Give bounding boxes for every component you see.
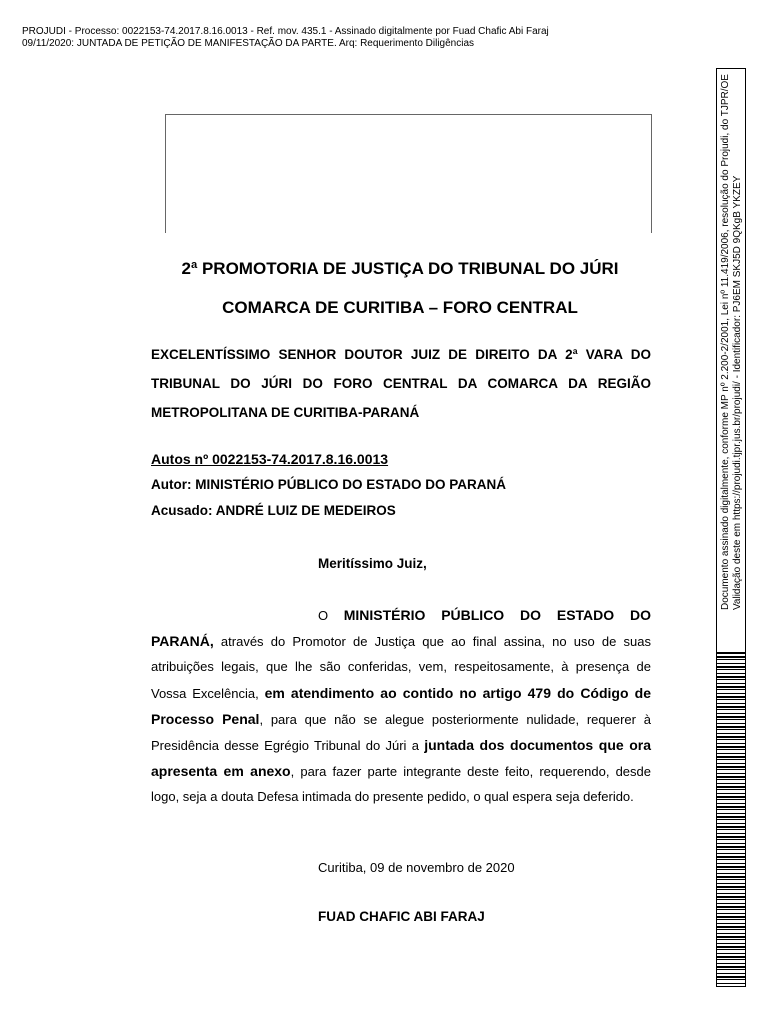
side-line-2: Validação deste em https://projudi.tjpr.jus.br/projudi/ - Identificador: PJ6EM SKJ5D 9QKgB YKZEY: [732, 175, 743, 610]
case-defendant: Acusado: ANDRÉ LUIZ DE MEDEIROS: [151, 503, 396, 518]
comarca-title: COMARCA DE CURITIBA – FORO CENTRAL: [222, 298, 578, 317]
side-line-1: Documento assinado digitalmente, conforme MP nº 2.200-2/2001, Lei nº 11.419/2006, resolução do Projudi, do TJPR/OE: [720, 74, 731, 610]
body-line-8: logo, seja a douta Defesa intimada do presente pedido, o qual espera seja deferido.: [151, 789, 634, 804]
body-line-5: Processo Penal, para que não se alegue posteriormente nulidade, requerer à: [151, 711, 651, 727]
header-line-1: PROJUDI - Processo: 0022153-74.2017.8.16.0013 - Ref. mov. 435.1 - Assinado digitalmente por Fuad Chafic Abi Faraj: [22, 26, 549, 37]
signature-name: FUAD CHAFIC ABI FARAJ: [318, 909, 485, 924]
address-line-2: TRIBUNAL DO JÚRI DO FORO CENTRAL DA COMARCA DA REGIÃO: [151, 376, 651, 391]
body-line-1: O MINISTÉRIO PÚBLICO DO ESTADO DO: [318, 607, 651, 623]
body-line-6: Presidência desse Egrégio Tribunal do Júri a juntada dos documentos que ora: [151, 737, 651, 753]
case-number: Autos nº 0022153-74.2017.8.16.0013: [151, 451, 389, 467]
document-date: Curitiba, 09 de novembro de 2020: [318, 860, 515, 875]
address-line-3: METROPOLITANA DE CURITIBA-PARANÁ: [151, 405, 420, 420]
address-line-1: EXCELENTÍSSIMO SENHOR DOUTOR JUIZ DE DIREITO DA 2ª VARA DO: [151, 347, 651, 362]
greeting: Meritíssimo Juiz,: [318, 556, 427, 571]
body-line-3: atribuições legais, que lhe são conferidas, vem, respeitosamente, à presença de: [151, 659, 651, 674]
logo-frame: [165, 114, 652, 233]
case-plaintiff: Autor: MINISTÉRIO PÚBLICO DO ESTADO DO PARANÁ: [151, 477, 506, 492]
body-line-2: PARANÁ, através do Promotor de Justiça que ao final assina, no uso de suas: [151, 633, 651, 649]
body-line-4: Vossa Excelência, em atendimento ao contido no artigo 479 do Código de: [151, 685, 651, 701]
body-line-7: apresenta em anexo, para fazer parte integrante deste feito, requerendo, desde: [151, 763, 651, 779]
header-line-2: 09/11/2020: JUNTADA DE PETIÇÃO DE MANIFESTAÇÃO DA PARTE. Arq: Requerimento Diligências: [22, 38, 475, 49]
barcode: [716, 652, 746, 987]
promotoria-title: 2ª PROMOTORIA DE JUSTIÇA DO TRIBUNAL DO JÚRI: [181, 259, 619, 278]
